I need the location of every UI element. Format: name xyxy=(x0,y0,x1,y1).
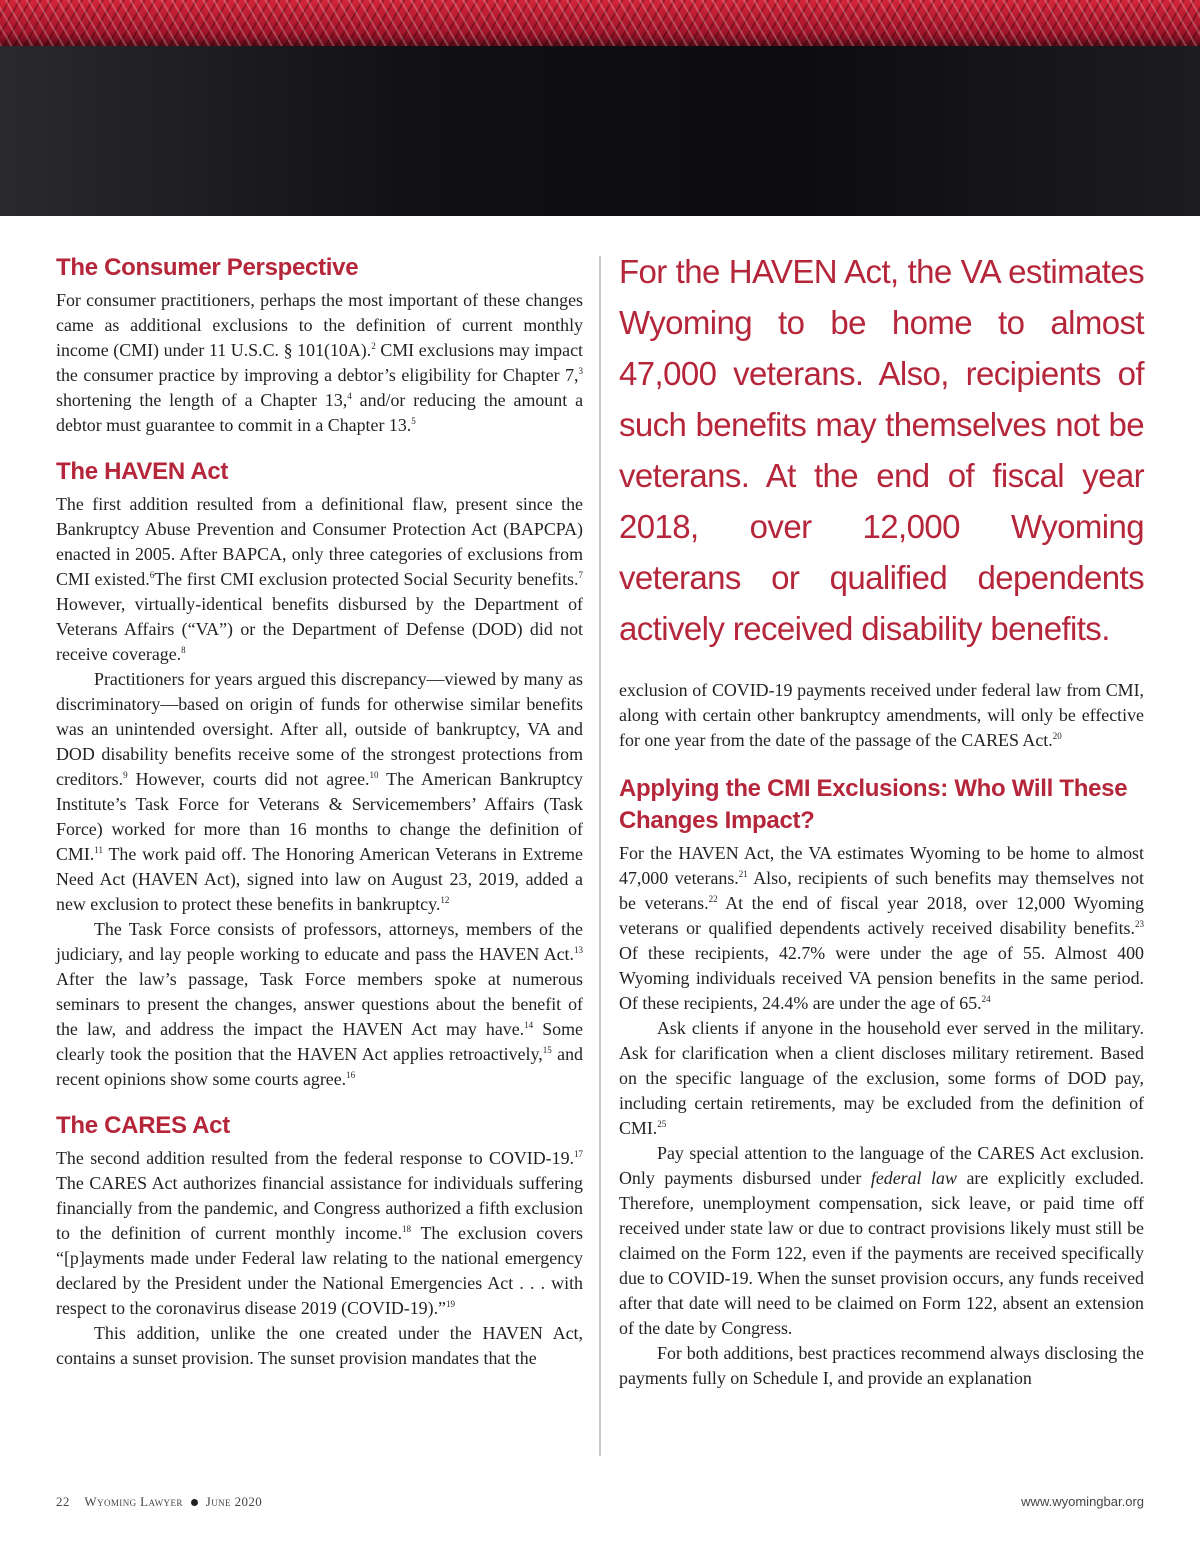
heading-applying-cmi-exclusions: Applying the CMI Exclusions: Who Will These Changes Impact? xyxy=(619,775,1128,834)
heading-consumer-perspective: The Consumer Perspective xyxy=(56,254,359,281)
dark-background xyxy=(0,46,1200,216)
column-divider xyxy=(599,256,601,1456)
paragraph: For both additions, best practices recommend always disclosing the payments fully on Schedule I, and provide an explanation xyxy=(619,1343,1144,1388)
bullet-icon xyxy=(191,1499,198,1506)
paragraph: This addition, unlike the one created under the HAVEN Act, contains a sunset provision. The sunset provision mandates that the xyxy=(56,1323,583,1368)
paragraph: For consumer practitioners, perhaps the most important of these changes came as additional exclusions to the definition of current monthly income (CMI) under 11 U.S.C. § 101(10A).$^2$ CMI exclusions may impact the consumer practice by improving a debtor’s eligibility for Chapter 7,$^3$ shortening the length of a Chapter 13,$^4$ and/or reducing the amount a debtor must guarantee to commit in a Chapter 13.$^5$ xyxy=(56,290,584,435)
issue-date: June 2020 xyxy=(205,1494,263,1509)
red-braided-rope xyxy=(0,0,1200,47)
paragraph: Pay special attention to the language of the CARES Act exclusion. Only payments disbursed under federal law are explicitly excluded. Therefore, unemployment compensation, sick leave, or paid time off received under state law or due to contract provisions likely must still be claimed on the Form 122, even if the payments are received specifically due to COVID-19. When the sunset provision occurs, any funds received after that date will need to be claimed on Form 122, absent an extension of the date by Congress. xyxy=(619,1143,1145,1338)
page-number: 22 xyxy=(56,1494,70,1509)
paragraph: Ask clients if anyone in the household ever served in the military. Ask for clarification when a client discloses military retirement. Based on the specific language of the exclusion, some forms of DOD pay, including certain retirements, may be excluded from the definition of CMI.$^{25}$ xyxy=(619,1018,1144,1138)
paragraph: exclusion of COVID-19 payments received under federal law from CMI, along with certain other bankruptcy amendments, will only be effective for one year from the date of the passage of the CARES Act.$^{20}$ xyxy=(619,680,1144,750)
paragraph: The first addition resulted from a definitional flaw, present since the Bankruptcy Abuse Prevention and Consumer Protection Act (BAPCPA) enacted in 2005. After BAPCA, only three categories of exclusions from CMI existed.$^6$The first CMI exclusion protected Social Security benefits.$^7$ However, virtually-identical benefits disbursed by the Department of Veterans Affairs (“VA”) or the Department of Defense (DOD) did not receive coverage.$^8$ xyxy=(56,494,583,664)
header-banner-image xyxy=(0,0,1200,216)
pull-quote: For the HAVEN Act, the VA estimates Wyoming to be home to almost 47,000 veterans. Also, recipients of such benefits may themselves not be veterans. At the end of fiscal year 2018, over 12,000 Wyoming veterans or qualified dependents actively received disability benefits. xyxy=(619,253,1144,647)
paragraph: The second addition resulted from the federal response to COVID-19.17 The CARES Act authorizes financial assistance for individuals suffering financially from the pandemic, and Congress authorized a fifth exclusion to the definition of current monthly income.$^{18}$ The exclusion covers “[p]ayments made under Federal law relating to the national emergency declared by the President under the National Emergencies Act . . . with respect to the coronavirus disease 2019 (COVID-19).”$^{19}$ xyxy=(56,1148,583,1318)
paragraph: The Task Force consists of professors, attorneys, members of the judiciary, and lay people working to educate and pass the HAVEN Act.$^{13}$ After the law’s passage, Task Force members spoke at numerous seminars to present the changes, answer questions about the benefit of the law, and address the impact the HAVEN Act may have.$^{14}$ Some clearly took the position that the HAVEN Act applies retroactively,$^{15}$ and recent opinions show some courts agree.$^{16}$ xyxy=(56,919,583,1089)
heading-haven-act: The HAVEN Act xyxy=(56,458,229,485)
heading-cares-act: The CARES Act xyxy=(56,1112,230,1139)
left-column xyxy=(56,248,583,1371)
paragraph: Practitioners for years argued this discrepancy—viewed by many as discriminatory—based on origin of funds for otherwise similar benefits was an unintended oversight. After all, outside of bankruptcy, VA and DOD disability benefits receive some of the strongest protections from creditors.$^9$ However, courts did not agree.$^{10}$ The American Bankruptcy Institute’s Task Force for Veterans & Servicemembers’ Affairs (Task Force) worked for more than 16 months to change the definition of CMI.$^{11}$ The work paid off. The Honoring American Veterans in Extreme Need Act (HAVEN Act), signed into law on August 23, 2019, added a new exclusion to protect these benefits in bankruptcy.$^{12}$ xyxy=(56,669,583,914)
footer-url[interactable]: www.wyomingbar.org xyxy=(1021,1494,1144,1509)
right-column xyxy=(619,678,1144,1391)
footer-left xyxy=(56,1494,262,1510)
publication-name: Wyoming Lawyer xyxy=(84,1494,183,1509)
paragraph: For the HAVEN Act, the VA estimates Wyoming to be home to almost 47,000 veterans.$^{21}$ Also, recipients of such benefits may themselves not be veterans.$^{22}$ At the end of fiscal year 2018, over 12,000 Wyoming veterans or qualified dependents actively received disability benefits.$^{23}$ Of these recipients, 42.7% were under the age of 55. Almost 400 Wyoming individuals received VA pension benefits in the same period. Of these recipients, 24.4% are under the age of 65.24 xyxy=(619,843,1145,1013)
